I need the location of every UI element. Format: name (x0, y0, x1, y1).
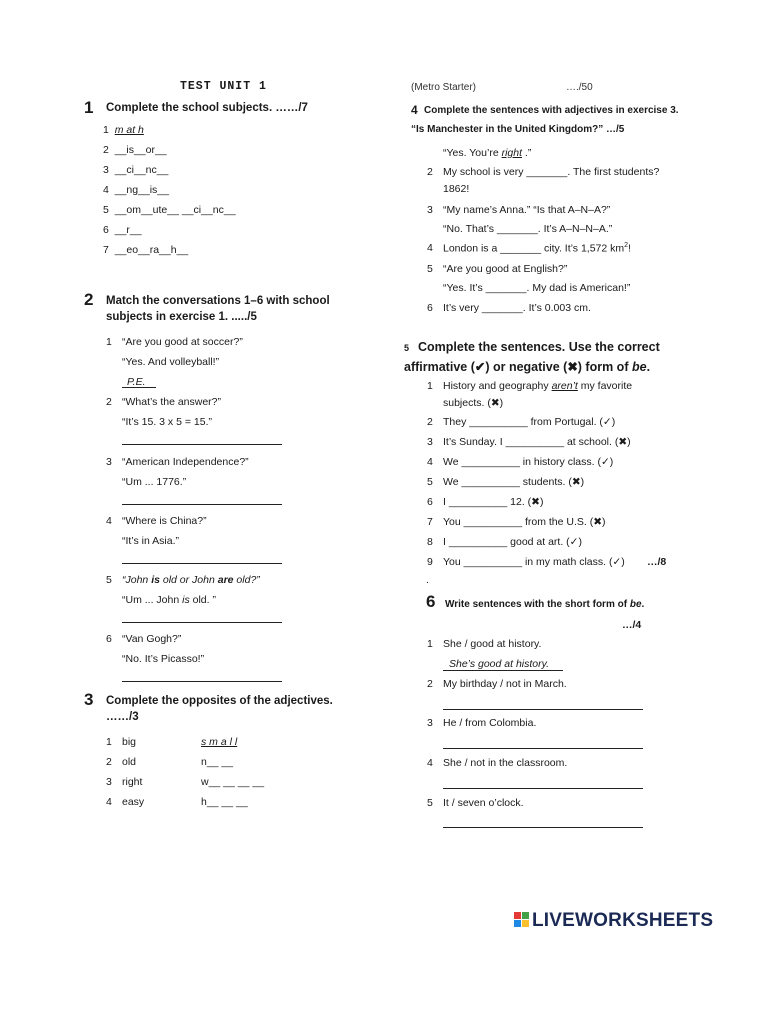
ex5-number: 5 (404, 343, 410, 353)
ex5-sentence[interactable]: I __________ 12. (✖) (443, 496, 544, 508)
ex4-example: “Yes. You’re right .” (443, 147, 532, 159)
ex2-question: “Where is China?” (122, 515, 207, 527)
ex5-item-number: 7 (427, 516, 433, 528)
liveworksheets-logo (514, 910, 713, 932)
ex1-heading: Complete the school subjects. ……/7 (106, 102, 308, 114)
ex5-item-number: 5 (427, 476, 433, 488)
ex2-heading-line1: Match the conversations 1–6 with school (106, 295, 330, 307)
ex5-item-number: 2 (427, 416, 433, 428)
ex6-prompt: It / seven o’clock. (443, 797, 524, 809)
ex2-reply: “Um ... 1776.” (122, 476, 187, 488)
answer-line[interactable] (443, 788, 643, 789)
ex6-item-number: 1 (427, 638, 433, 650)
ex5-sentence[interactable]: We __________ students. (✖) (443, 476, 585, 488)
ex2-number: 2 (84, 290, 94, 309)
ex4-subheading: “Is Manchester in the United Kingdom?” …/5 (411, 124, 625, 135)
answer-line (443, 670, 563, 671)
ex6-item-number: 2 (427, 678, 433, 690)
ex3-number: 3 (84, 690, 94, 709)
ex3-word: old (122, 756, 137, 768)
ex5-sentence[interactable]: I __________ good at art. (✓) (443, 536, 582, 548)
ex6-prompt: She / good at history. (443, 638, 542, 650)
answer-line[interactable] (443, 709, 643, 710)
answer-line[interactable] (122, 622, 282, 623)
ex6-item-number: 3 (427, 717, 433, 729)
logo-text: LIVEWORKSHEETS (532, 910, 714, 931)
ex3-answer-blank[interactable]: w__ __ __ __ (201, 776, 265, 788)
ex3-item-number: 1 (106, 736, 112, 748)
ex3-heading-line2: ……/3 (106, 711, 139, 723)
answer-line[interactable] (122, 681, 282, 682)
ex2-item-number: 3 (106, 456, 112, 468)
ex5-sentence-cont: subjects. (✖) (443, 397, 504, 409)
ex5-sentence: History and geography aren’t my favorite (443, 380, 633, 392)
answer-line[interactable] (122, 444, 282, 445)
source-label: (Metro Starter) (411, 82, 477, 93)
list-item[interactable]: 7 __eo__ra__h__ (103, 244, 189, 256)
ex2-heading-line2: subjects in exercise 1. ...../5 (106, 311, 257, 323)
ex2-item-number: 4 (106, 515, 112, 527)
ex1-number: 1 (84, 98, 94, 117)
ex2-item-number: 1 (106, 336, 112, 348)
ex5-example-answer: aren’t (551, 380, 578, 392)
ex1-answer-example: m at h (114, 124, 144, 136)
ex4-item-number: 6 (427, 302, 433, 314)
ex2-question: “John is old or John are old?” (122, 574, 260, 586)
ex3-item-number: 2 (106, 756, 112, 768)
ex5-item-number: 6 (427, 496, 433, 508)
list-item[interactable]: 3 __ci__nc__ (103, 164, 169, 176)
ex3-word: right (122, 776, 143, 788)
ex5-sentence[interactable]: It’s Sunday. I __________ at school. (✖) (443, 436, 631, 448)
list-item[interactable]: 6 __r__ (103, 224, 142, 236)
logo-icon (514, 912, 530, 928)
ex5-item-number: 3 (427, 436, 433, 448)
ex6-item-number: 5 (427, 797, 433, 809)
ex5-item-number: 1 (427, 380, 433, 392)
ex5-sentence[interactable]: They __________ from Portugal. (✓) (443, 416, 616, 428)
ex2-reply: “It’s in Asia.” (122, 535, 179, 547)
ex6-prompt: My birthday / not in March. (443, 678, 567, 690)
ex5-item-number: 8 (427, 536, 433, 548)
list-item[interactable]: 5 __om__ute__ __ci__nc__ (103, 204, 236, 216)
ex3-word: easy (122, 796, 145, 808)
answer-line[interactable] (443, 827, 643, 828)
stray-dot: . (426, 574, 429, 586)
ex2-item-number: 2 (106, 396, 112, 408)
ex3-word: big (122, 736, 137, 748)
ex4-sentence: “My name’s Anna.” “Is that A–N–A?” (443, 204, 611, 216)
ex2-reply: “It’s 15. 3 x 5 = 15.” (122, 416, 212, 428)
ex5-heading-line2: affirmative (✔) or negative (✖) form of be. (404, 360, 651, 374)
ex2-reply: “Yes. And volleyball!” (122, 356, 220, 368)
check-icon: ✔ (474, 360, 486, 374)
answer-line[interactable] (122, 504, 282, 505)
ex2-item-number: 6 (106, 633, 112, 645)
ex3-item-number: 4 (106, 796, 112, 808)
answer-line[interactable] (443, 748, 643, 749)
ex4-item-number: 3 (427, 204, 433, 216)
list-item[interactable]: 4 __ng__is__ (103, 184, 169, 196)
total-score: …./50 (566, 82, 593, 93)
ex5-item-number: 4 (427, 456, 433, 468)
ex5-sentence[interactable]: You __________ from the U.S. (✖) (443, 516, 606, 528)
ex2-question: “What’s the answer?” (122, 396, 222, 408)
ex5-sentence[interactable]: You __________ in my math class. (✓) (443, 556, 625, 568)
ex4-sentence-cont: 1862! (443, 183, 470, 195)
ex5-sentence[interactable]: We __________ in history class. (✓) (443, 456, 614, 468)
ex4-sentence[interactable]: My school is very _______. The first students? (443, 166, 660, 178)
ex4-number: 4 (411, 103, 418, 117)
ex2-question: “Van Gogh?” (122, 633, 182, 645)
ex4-item-number: 5 (427, 263, 433, 275)
ex5-heading-line1: Complete the sentences. Use the correct (418, 340, 660, 354)
cross-icon: ✖ (567, 360, 578, 374)
ex2-question: “Are you good at soccer?” (122, 336, 243, 348)
ex6-prompt: She / not in the classroom. (443, 757, 568, 769)
ex4-sentence: “Are you good at English?” (443, 263, 568, 275)
ex2-reply: “Um ... John is old. ” (122, 594, 216, 606)
ex4-item-number: 4 (427, 242, 433, 254)
ex3-answer-blank[interactable]: n__ __ (201, 756, 234, 768)
list-item: 1 m at h (103, 124, 144, 136)
ex2-item-number: 5 (106, 574, 112, 586)
ex4-sentence-cont[interactable]: “Yes. It’s _______. My dad is American!” (443, 282, 631, 294)
ex5-item-number: 9 (427, 556, 433, 568)
ex2-question: “American Independence?” (122, 456, 249, 468)
ex4-heading: Complete the sentences with adjectives in exercise 3. (424, 105, 679, 116)
ex6-number: 6 (426, 592, 436, 611)
ex6-item-number: 4 (427, 757, 433, 769)
ex3-example-answer: s m a l l (201, 736, 238, 748)
ex6-score: …/4 (622, 619, 642, 631)
ex6-example-answer: She’s good at history. (449, 658, 550, 670)
ex3-item-number: 3 (106, 776, 112, 788)
ex5-score: …/8 (647, 556, 667, 568)
ex6-prompt: He / from Colombia. (443, 717, 537, 729)
list-item[interactable]: 2 __is__or__ (103, 144, 167, 156)
ex4-item-number: 2 (427, 166, 433, 178)
ex6-heading: Write sentences with the short form of be. (445, 599, 645, 610)
ex2-example-answer: P.E. (127, 376, 146, 388)
ex4-sentence-cont[interactable]: “No. That’s _______. It’s A–N–N–A.” (443, 223, 613, 235)
ex3-heading-line1: Complete the opposites of the adjectives. (106, 695, 333, 707)
ex3-answer-blank[interactable]: h__ __ __ (201, 796, 248, 808)
ex2-reply: “No. It’s Picasso!” (122, 653, 205, 665)
answer-line[interactable] (122, 563, 282, 564)
test-title: TEST UNIT 1 (180, 80, 267, 93)
answer-line (122, 387, 156, 388)
ex4-sentence[interactable]: It’s very _______. It’s 0.003 cm. (443, 302, 591, 314)
ex4-sentence[interactable]: London is a _______ city. It’s 1,572 $km^2$! (443, 242, 631, 255)
